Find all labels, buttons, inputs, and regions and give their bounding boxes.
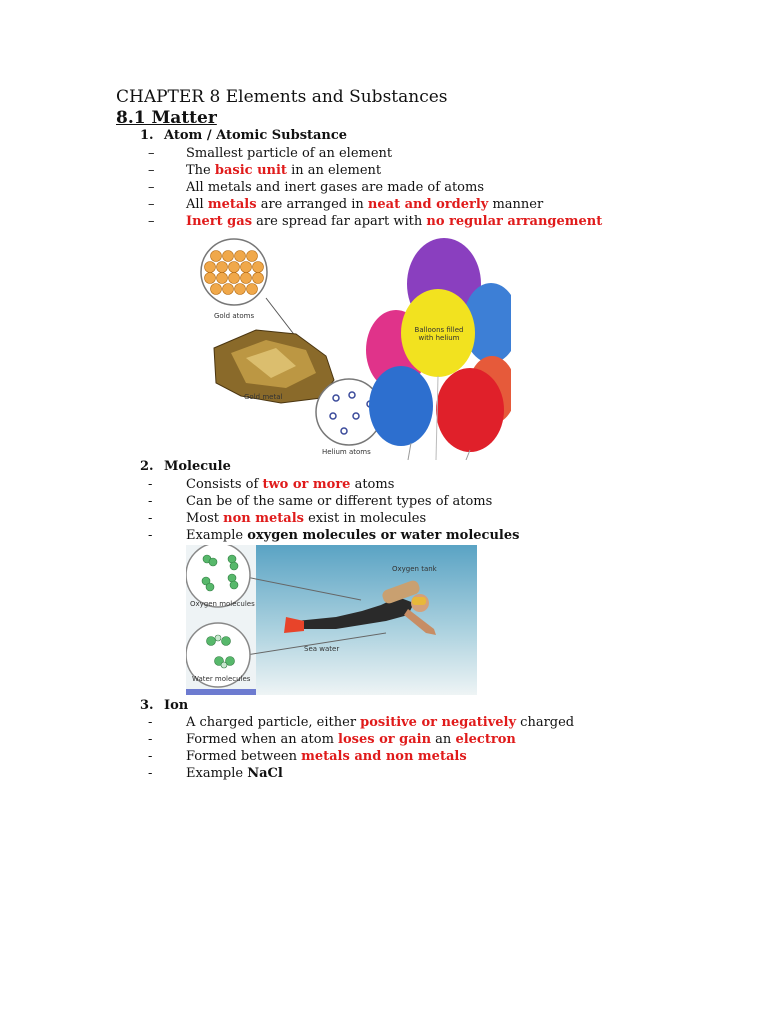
highlight-text: two or more (262, 477, 351, 492)
item-text: The (186, 163, 215, 178)
section-3-title: Ion (164, 698, 189, 713)
bullet-marker: - (148, 715, 153, 730)
list-item (186, 511, 426, 526)
atoms-figure (186, 238, 511, 460)
item-text: Most (186, 511, 224, 526)
highlight-text: basic unit (214, 163, 287, 178)
highlight-text: metals and non metals (301, 749, 467, 764)
section-2-heading (140, 459, 231, 474)
list-item (186, 749, 467, 764)
oxygen-molecules-label: Oxygen molecules (190, 600, 255, 608)
list-item (186, 197, 543, 212)
water-molecules-label: Water molecules (192, 675, 251, 683)
bullet-marker: – (148, 214, 155, 229)
list-item (186, 214, 602, 229)
molecules-figure (186, 545, 477, 695)
section-1-heading (140, 128, 347, 143)
item-text: are spread far apart with (252, 214, 427, 229)
item-text: exist in molecules (303, 511, 427, 526)
chapter-title: CHAPTER 8 Elements and Substances (116, 87, 448, 107)
bullet-marker: – (148, 197, 155, 212)
list-item (186, 163, 381, 178)
highlight-text: loses or gain (338, 732, 432, 747)
highlight-text: non metals (223, 511, 304, 526)
item-text: All metals and inert gases are made of atoms (186, 180, 484, 195)
item-text: Formed between (186, 749, 302, 764)
item-text: are arranged in (256, 197, 368, 212)
list-item (186, 477, 394, 492)
highlight-text: Inert gas (186, 214, 253, 229)
highlight-text: neat and orderly (367, 197, 489, 212)
highlight-text: metals (207, 197, 257, 212)
item-text: atoms (350, 477, 395, 492)
bullet-marker: - (148, 732, 153, 747)
gold-metal-label: Gold metal (244, 393, 283, 401)
bullet-marker: - (148, 477, 153, 492)
item-text: Example (186, 766, 248, 781)
list-item (186, 494, 492, 509)
item-text: Consists of (186, 477, 263, 492)
sea-water-label: Sea water (304, 645, 340, 653)
list-item (186, 715, 574, 730)
helium-atoms-label: Helium atoms (322, 448, 371, 456)
highlight-text: no regular arrangement (426, 214, 603, 229)
bullet-marker: - (148, 494, 153, 509)
gold-atoms-label: Gold atoms (214, 312, 255, 320)
item-text: manner (488, 197, 544, 212)
list-item (186, 146, 392, 161)
item-text: A charged particle, either (186, 715, 361, 730)
list-item (186, 528, 519, 543)
balloon-label: Balloons filled with helium (414, 326, 464, 342)
section-2-number: 2. (140, 459, 154, 474)
bullet-marker: - (148, 766, 153, 781)
section-3-number: 3. (140, 698, 154, 713)
item-text: Can be of the same or different types of atoms (186, 494, 493, 509)
bullet-marker: – (148, 180, 155, 195)
bold-text: NaCl (247, 766, 283, 781)
list-item (186, 766, 283, 781)
section-3-heading (140, 698, 188, 713)
bullet-marker: – (148, 146, 155, 161)
section-title: 8.1 Matter (116, 108, 217, 128)
bullet-marker: – (148, 163, 155, 178)
highlight-text: electron (455, 732, 516, 747)
item-text: an (431, 732, 456, 747)
section-1-title: Atom / Atomic Substance (164, 128, 348, 143)
bullet-marker: - (148, 528, 153, 543)
item-text: Smallest particle of an element (186, 146, 393, 161)
section-2-title: Molecule (164, 459, 231, 474)
item-text: Example (186, 528, 248, 543)
list-item (186, 180, 484, 195)
atoms-figure-art (186, 238, 511, 460)
oxygen-tank-label: Oxygen tank (392, 565, 437, 573)
bold-text: oxygen molecules or water molecules (247, 528, 520, 543)
section-1-number: 1. (140, 128, 154, 143)
bullet-marker: - (148, 511, 153, 526)
item-text: All (186, 197, 208, 212)
highlight-text: positive or negatively (360, 715, 517, 730)
bullet-marker: - (148, 749, 153, 764)
list-item (186, 732, 516, 747)
item-text: in an element (286, 163, 382, 178)
item-text: Formed when an atom (186, 732, 339, 747)
item-text: charged (516, 715, 575, 730)
